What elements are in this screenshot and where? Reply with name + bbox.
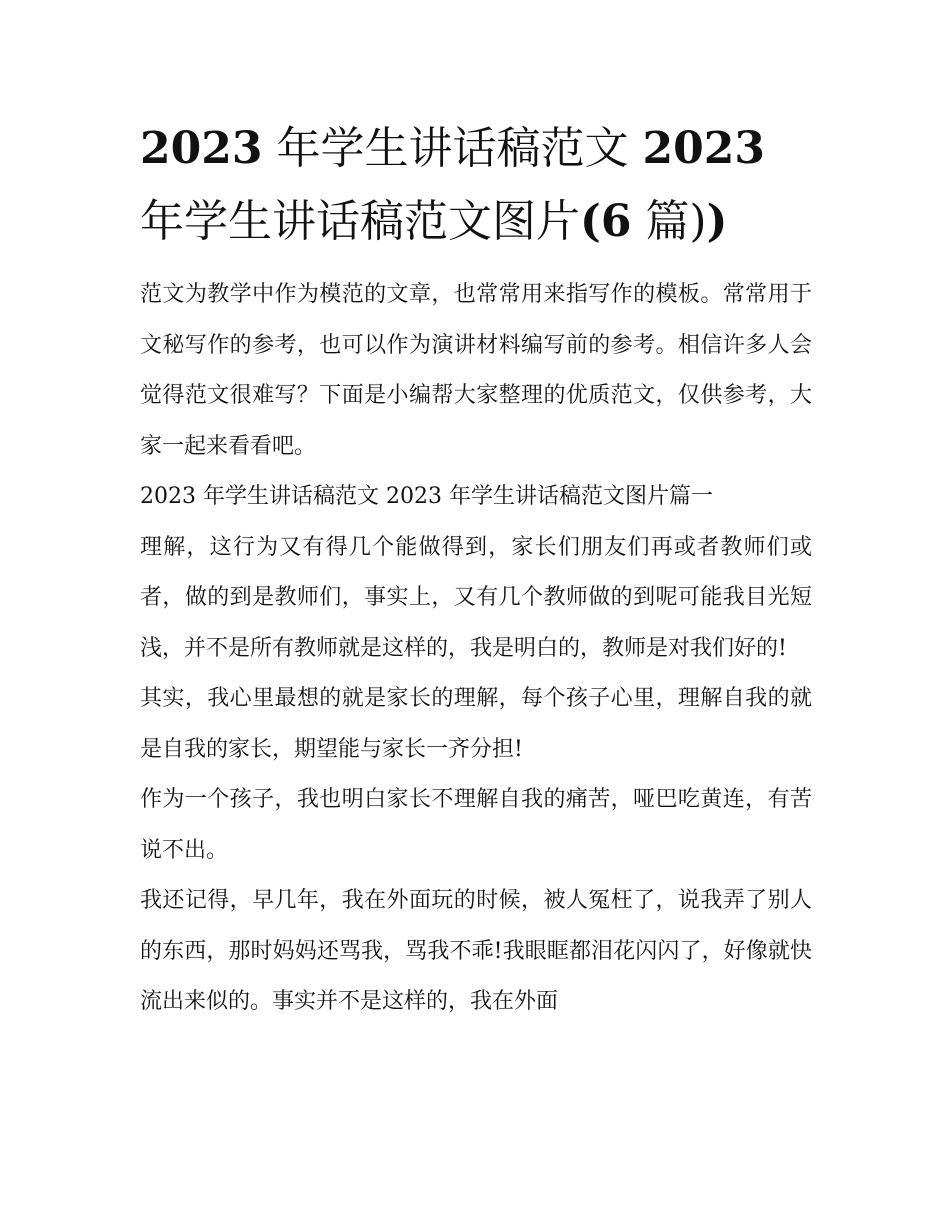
title-suffix: 篇) bbox=[645, 196, 707, 247]
title-count: (6 bbox=[580, 196, 632, 247]
title-text-1: 年学生讲话稿范文 bbox=[276, 123, 629, 174]
document-title: 2023 年学生讲话稿范文 2023 年学生讲话稿范文图片(6 篇)) bbox=[140, 123, 765, 247]
body-paragraph-2: 其实，我心里最想的就是家长的理解，每个孩子心里，理解自我的就是自我的家长，期望能与家长一齐分担! bbox=[140, 686, 812, 762]
title-year-2: 2023 bbox=[642, 123, 765, 174]
section-heading: 2023 年学生讲话稿范文 2023 年学生讲话稿范文图片篇一 bbox=[140, 484, 713, 509]
body-paragraph-3: 作为一个孩子，我也明白家长不理解自我的痛苦，哑巴吃黄连，有苦说不出。 bbox=[140, 787, 812, 863]
title-text-2: 年学生讲话稿范文图片 bbox=[140, 196, 580, 247]
title-year-1: 2023 bbox=[140, 123, 263, 174]
document-page bbox=[140, 112, 812, 1028]
body-paragraph-4: 我还记得，早几年，我在外面玩的时候，被人冤枉了，说我弄了别人的东西，那时妈妈还骂我，骂我不乖!我眼眶都泪花闪闪了，好像就快流出来似的。事实并不是这样的，我在外面 bbox=[140, 888, 812, 1014]
intro-paragraph: 范文为教学中作为模范的文章，也常常用来指写作的模板。常常用于文秘写作的参考，也可以作为演讲材料编写前的参考。相信许多人会觉得范文很难写？下面是小编帮大家整理的优质范文，仅供参考，大家一起来看看吧。 bbox=[140, 282, 812, 459]
body-paragraph-1: 理解，这行为又有得几个能做得到，家长们朋友们再或者教师们或者，做的到是教师们，事实上，又有几个教师做的到呢可能我目光短浅，并不是所有教师就是这样的，我是明白的，教师是对我们好的! bbox=[140, 534, 812, 661]
